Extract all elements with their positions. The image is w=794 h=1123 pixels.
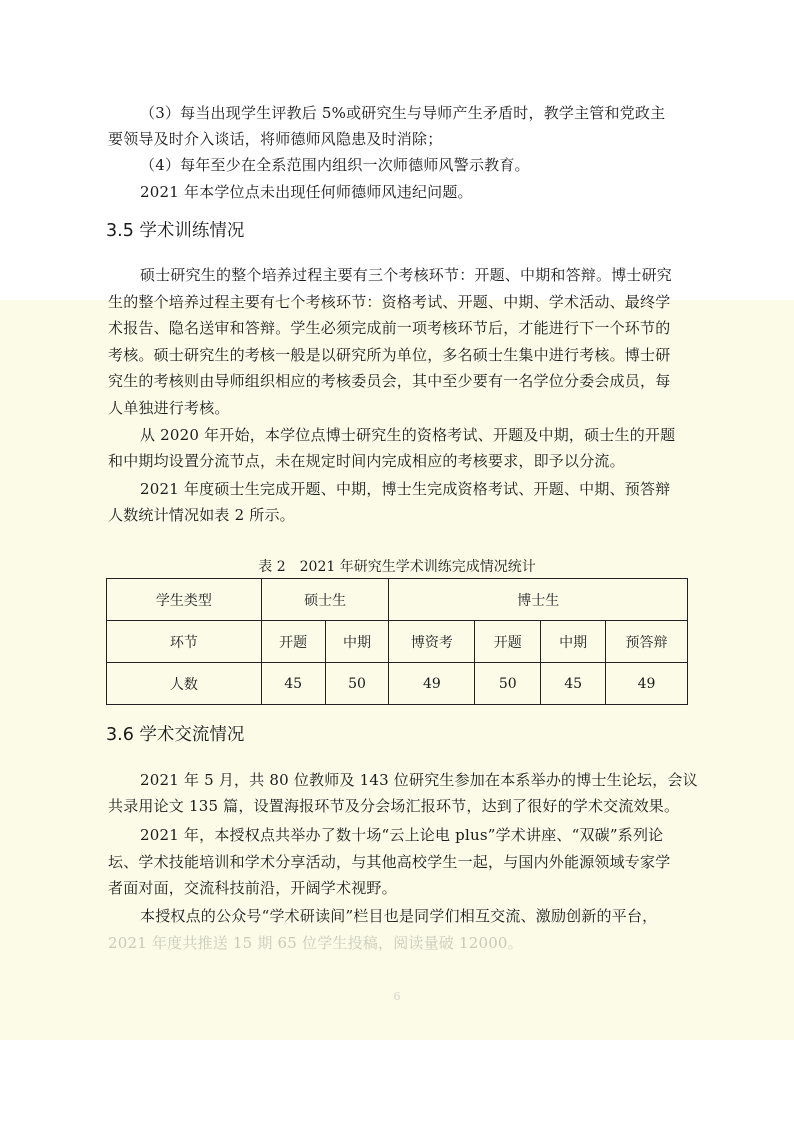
table-cell: 中期 [541,621,606,663]
paragraph-line: 坛、学术技能培训和学术分享活动，与其他高校学生一起，与国内外能源领域专家学 [108,853,671,871]
paragraph-line: 2021 年度硕士生完成开题、中期，博士生完成资格考试、开题、中期、预答辩 [140,480,671,498]
table-cell: 硕士生 [261,579,389,621]
table-cell: 开题 [475,621,541,663]
paragraph-line: 生的整个培养过程主要有七个考核环节：资格考试、开题、中期、学术活动、最终学 [108,293,671,311]
table-caption: 表 2 2021 年研究生学术训练完成情况统计 [258,559,536,575]
table-cell: 50 [325,663,389,705]
table-cell: 博士生 [389,579,688,621]
table-cell: 学生类型 [107,579,262,621]
paragraph-line: 考核。硕士研究生的考核一般是以研究所为单位，多名硕士生集中进行考核。博士研 [108,346,671,364]
paragraph-line: 本授权点的公众号“学术研读间”栏目也是同学们相互交流、激励创新的平台， [140,907,658,925]
table-cell: 人数 [107,663,262,705]
table-cell: 45 [261,663,325,705]
table-cell: 49 [389,663,475,705]
table-cell: 预答辩 [606,621,688,663]
paragraph-line: 2021 年，本授权点共举办了数十场“云上论电 plus”学术讲座、“双碳”系列论 [140,826,664,844]
paragraph-line: （3）每当出现学生评教后 5%或研究生与导师产生矛盾时，教学主管和党政主 [140,104,666,122]
paragraph-line: 和中期均设置分流节点，未在规定时间内完成相应的考核要求，即予以分流。 [108,452,625,470]
paragraph-line: 硕士研究生的整个培养过程主要有三个考核环节：开题、中期和答辩。博士研究 [140,266,673,284]
table-row [107,579,688,621]
paragraph-line: 者面对面，交流科技前沿，开阔学术视野。 [108,879,397,897]
section-heading-3-5: 3.5 学术训练情况 [106,221,245,241]
page-number: 6 [393,990,401,1003]
paragraph-line: 2021 年本学位点未出现任何师德师风违纪问题。 [140,183,473,201]
table-cell: 环节 [107,621,262,663]
paragraph-line: 要领导及时介入谈话，将师德师风隐患及时消除； [108,130,443,148]
table-cell: 49 [606,663,688,705]
table-cell: 开题 [261,621,325,663]
table-cell: 中期 [325,621,389,663]
table-cell: 博资考 [389,621,475,663]
paragraph-line: 人数统计情况如表 2 所示。 [108,506,295,524]
table-cell: 50 [475,663,541,705]
paragraph-line: 人单独进行考核。 [108,399,230,417]
paragraph-line-faded: 2021 年度共推送 15 期 65 位学生投稿，阅读量破 12000。 [108,934,523,952]
paragraph-line: 究生的考核则由导师组织相应的考核委员会，其中至少要有一名学位分委会成员，每 [108,372,671,390]
paragraph-line: 从 2020 年开始，本学位点博士研究生的资格考试、开题及中期，硕士生的开题 [140,426,676,444]
paragraph-line: （4）每年至少在全系范围内组织一次师德师风警示教育。 [140,156,530,174]
paragraph-line: 共录用论文 135 篇，设置海报环节及分会场汇报环节，达到了很好的学术交流效果。 [108,797,680,815]
paragraph-line: 术报告、隐名送审和答辩。学生必须完成前一项考核环节后，才能进行下一个环节的 [108,319,671,337]
training-statistics-table [106,578,688,705]
table-cell: 45 [541,663,606,705]
table-row [107,663,688,705]
section-heading-3-6: 3.6 学术交流情况 [106,725,245,745]
table-row [107,621,688,663]
paragraph-line: 2021 年 5 月，共 80 位教师及 143 位研究生参加在本系举办的博士生论坛，会议 [140,771,698,789]
